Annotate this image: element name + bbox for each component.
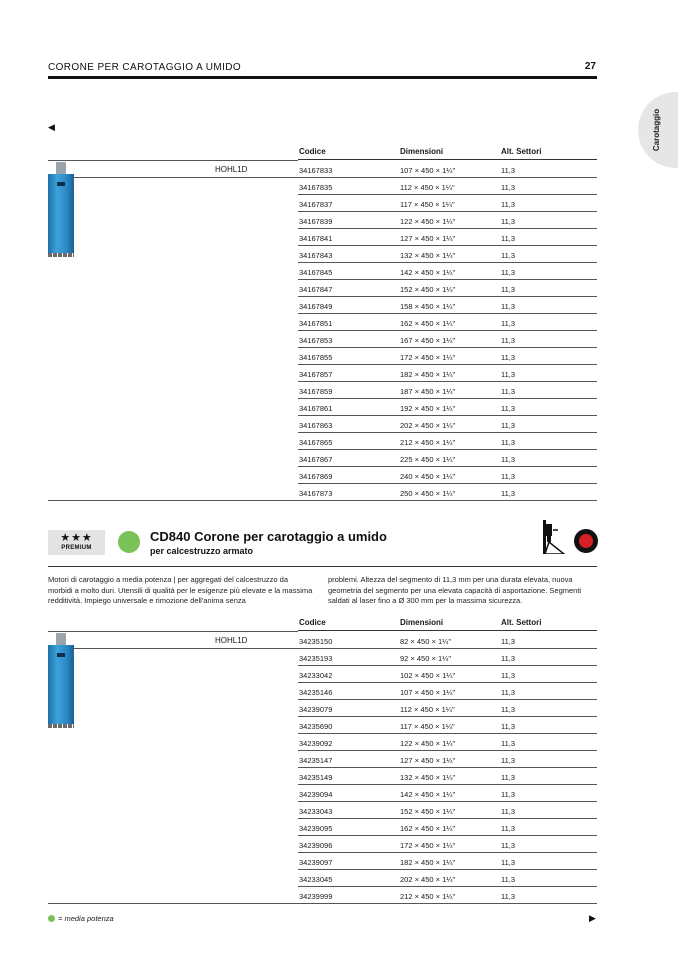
table-row (298, 467, 597, 484)
cell-code: 34167855 (299, 353, 333, 362)
table-row (298, 382, 597, 399)
core-drill-machine-icon (540, 520, 566, 554)
cell-code: 34167847 (299, 285, 333, 294)
cell-segment-height: 11,3 (501, 739, 516, 748)
table-row (298, 853, 597, 870)
cell-dimensions: 202 × 450 × 1¼" (400, 421, 456, 430)
cell-dimensions: 127 × 450 × 1¼" (400, 756, 456, 765)
table-row (298, 331, 597, 348)
legend (48, 914, 114, 923)
cell-code: 34235147 (299, 756, 333, 765)
cell-dimensions: 167 × 450 × 1¼" (400, 336, 456, 345)
cell-code: 34167837 (299, 200, 333, 209)
cell-code: 34239999 (299, 892, 333, 901)
table-row (298, 246, 597, 263)
cell-segment-height: 11,3 (501, 234, 516, 243)
cell-code: 34235149 (299, 773, 333, 782)
cell-dimensions: 142 × 450 × 1¼" (400, 790, 456, 799)
cell-segment-height: 11,3 (501, 858, 516, 867)
cell-segment-height: 11,3 (501, 166, 516, 175)
table-row (298, 819, 597, 836)
header-segment-height: Alt. Settori (501, 618, 542, 627)
cell-dimensions: 102 × 450 × 1¼" (400, 671, 456, 680)
cell-segment-height: 11,3 (501, 654, 516, 663)
header-dimensions: Dimensioni (400, 618, 444, 627)
table-row (298, 348, 597, 365)
cell-dimensions: 182 × 450 × 1¼" (400, 370, 456, 379)
cell-code: 34167873 (299, 489, 333, 498)
cell-dimensions: 112 × 450 × 1¼" (400, 183, 455, 192)
cell-code: 34167867 (299, 455, 333, 464)
cell-segment-height: 11,3 (501, 353, 516, 362)
product-type-label: HOHL1D (215, 165, 248, 174)
cell-dimensions: 158 × 450 × 1¼" (400, 302, 456, 311)
cell-segment-height: 11,3 (501, 472, 516, 481)
core-drill-bit-image (48, 633, 74, 728)
cell-dimensions: 132 × 450 × 1¼" (400, 251, 456, 260)
cell-code: 34167839 (299, 217, 333, 226)
cell-dimensions: 122 × 450 × 1¼" (400, 217, 456, 226)
cell-code: 34167849 (299, 302, 333, 311)
cell-code: 34233043 (299, 807, 333, 816)
cell-segment-height: 11,3 (501, 756, 516, 765)
cell-segment-height: 11,3 (501, 637, 516, 646)
cell-segment-height: 11,3 (501, 268, 516, 277)
cell-code: 34235146 (299, 688, 333, 697)
core-drill-bit-image (48, 162, 74, 257)
table-row (298, 280, 597, 297)
table-header-row (298, 144, 597, 160)
cell-code: 34235150 (299, 637, 333, 646)
header-dimensions: Dimensioni (400, 147, 444, 156)
header-divider (48, 76, 597, 79)
cell-segment-height: 11,3 (501, 688, 516, 697)
cell-segment-height: 11,3 (501, 722, 516, 731)
cell-segment-height: 11,3 (501, 370, 516, 379)
header-code: Codice (299, 618, 326, 627)
cell-dimensions: 152 × 450 × 1¼" (400, 807, 456, 816)
table-row (298, 229, 597, 246)
cell-segment-height: 11,3 (501, 790, 516, 799)
cell-segment-height: 11,3 (501, 875, 516, 884)
cell-code: 34233042 (299, 671, 333, 680)
cell-code: 34167859 (299, 387, 333, 396)
table-row (298, 212, 597, 229)
table-row (298, 700, 597, 717)
cell-dimensions: 142 × 450 × 1¼" (400, 268, 456, 277)
table-row (48, 161, 597, 178)
previous-page-arrow-icon[interactable]: ◀ (48, 122, 55, 132)
cell-code: 34167865 (299, 438, 333, 447)
cell-dimensions: 192 × 450 × 1¼" (400, 404, 456, 413)
cell-code: 34167843 (299, 251, 333, 260)
cell-segment-height: 11,3 (501, 217, 516, 226)
premium-badge (48, 530, 105, 555)
table-row (298, 263, 597, 280)
cell-segment-height: 11,3 (501, 671, 516, 680)
cell-code: 34167833 (299, 166, 333, 175)
cell-dimensions: 172 × 450 × 1¼" (400, 841, 456, 850)
table-row (298, 433, 597, 450)
cell-code: 34167841 (299, 234, 333, 243)
table-row (298, 450, 597, 467)
cell-dimensions: 250 × 450 × 1¼" (400, 489, 456, 498)
cell-dimensions: 162 × 450 × 1¼" (400, 319, 456, 328)
cell-segment-height: 11,3 (501, 824, 516, 833)
page-number: 27 (584, 61, 596, 72)
cell-segment-height: 11,3 (501, 773, 516, 782)
cell-dimensions: 182 × 450 × 1¼" (400, 858, 456, 867)
cell-code: 34239096 (299, 841, 333, 850)
table-row (298, 751, 597, 768)
table-row (298, 365, 597, 382)
cell-segment-height: 11,3 (501, 251, 516, 260)
product-description-right: problemi. Altezza del segmento di 11,3 mm per una durata elevata, nuova geometria del segmento per una elevata capacità di asportazione. Segmenti saldati al laser fino a Ø 300 mm per la massima sicurezza. (328, 575, 582, 605)
cell-dimensions: 202 × 450 × 1¼" (400, 875, 456, 884)
cell-code: 34235690 (299, 722, 333, 731)
table-row (298, 314, 597, 331)
cell-code: 34239079 (299, 705, 333, 714)
cell-code: 34233045 (299, 875, 333, 884)
table-row (298, 649, 597, 666)
cell-code: 34167851 (299, 319, 333, 328)
table-row (298, 734, 597, 751)
product-description-left: Motori di carotaggio a media potenza | per aggregati del calcestruzzo da morbidi a molto duri. Utensili di qualità per le esigenze più elevate e la massima redditività. Impiego universale e rimozione dell'anima senza (48, 575, 313, 605)
product-title: CD840 Corone per carotaggio a umido (150, 529, 387, 544)
cell-dimensions: 112 × 450 × 1¼" (400, 705, 455, 714)
table-row (298, 768, 597, 785)
cell-code: 34167861 (299, 404, 333, 413)
cell-segment-height: 11,3 (501, 705, 516, 714)
medium-power-dot-icon (48, 915, 55, 922)
cell-segment-height: 11,3 (501, 285, 516, 294)
cell-code: 34235193 (299, 654, 333, 663)
cell-segment-height: 11,3 (501, 387, 516, 396)
product-subtitle: per calcestruzzo armato (150, 546, 254, 556)
cell-dimensions: 187 × 450 × 1¼" (400, 387, 456, 396)
cell-code: 34167845 (299, 268, 333, 277)
cell-dimensions: 132 × 450 × 1¼" (400, 773, 456, 782)
table-row (298, 178, 597, 195)
cell-dimensions: 107 × 450 × 1¼" (400, 688, 456, 697)
cell-segment-height: 11,3 (501, 404, 516, 413)
cell-code: 34167835 (299, 183, 333, 192)
medium-power-indicator-icon (118, 531, 140, 553)
cell-segment-height: 11,3 (501, 455, 516, 464)
cell-dimensions: 117 × 450 × 1¼" (400, 722, 455, 731)
cell-dimensions: 162 × 450 × 1¼" (400, 824, 456, 833)
table-row (298, 666, 597, 683)
table-row (298, 399, 597, 416)
cell-code: 34167857 (299, 370, 333, 379)
cell-dimensions: 117 × 450 × 1¼" (400, 200, 455, 209)
product-type-label: HOHL1D (215, 636, 248, 645)
cell-code: 34239097 (299, 858, 333, 867)
cell-dimensions: 212 × 450 × 1¼" (400, 438, 456, 447)
cell-segment-height: 11,3 (501, 892, 516, 901)
cell-segment-height: 11,3 (501, 489, 516, 498)
table-row (298, 870, 597, 887)
cell-code: 34167853 (299, 336, 333, 345)
cell-segment-height: 11,3 (501, 319, 516, 328)
cell-segment-height: 11,3 (501, 183, 516, 192)
cell-dimensions: 225 × 450 × 1¼" (400, 455, 456, 464)
cell-code: 34167863 (299, 421, 333, 430)
cell-code: 34239094 (299, 790, 333, 799)
cell-dimensions: 122 × 450 × 1¼" (400, 739, 456, 748)
header-segment-height: Alt. Settori (501, 147, 542, 156)
table-row (298, 802, 597, 819)
cell-segment-height: 11,3 (501, 336, 516, 345)
table-row (298, 297, 597, 314)
star-rating-icon: ★★★ (60, 532, 93, 544)
cell-dimensions: 152 × 450 × 1¼" (400, 285, 456, 294)
cell-dimensions: 172 × 450 × 1¼" (400, 353, 456, 362)
premium-label: PREMIUM (61, 545, 92, 551)
page-header-title: CORONE PER CAROTAGGIO A UMIDO (48, 62, 242, 73)
cell-dimensions: 82 × 450 × 1¼" (400, 637, 452, 646)
cell-segment-height: 11,3 (501, 807, 516, 816)
reinforced-concrete-icon (574, 529, 598, 553)
table-row (48, 484, 597, 501)
table-row (298, 785, 597, 802)
table-row (298, 683, 597, 700)
cell-segment-height: 11,3 (501, 438, 516, 447)
table-row (298, 416, 597, 433)
next-page-arrow-icon[interactable]: ▶ (589, 913, 596, 923)
table-row (298, 195, 597, 212)
cell-code: 34239092 (299, 739, 333, 748)
cell-dimensions: 127 × 450 × 1¼" (400, 234, 456, 243)
header-code: Codice (299, 147, 326, 156)
legend-text: = media potenza (58, 914, 114, 923)
cell-segment-height: 11,3 (501, 841, 516, 850)
table-header-row (298, 615, 597, 631)
cell-code: 34167869 (299, 472, 333, 481)
table-row (298, 717, 597, 734)
cell-dimensions: 92 × 450 × 1¼" (400, 654, 452, 663)
table-row (48, 887, 597, 904)
cell-segment-height: 11,3 (501, 421, 516, 430)
cell-segment-height: 11,3 (501, 200, 516, 209)
cell-dimensions: 212 × 450 × 1¼" (400, 892, 456, 901)
table-row (48, 632, 597, 649)
cell-dimensions: 107 × 450 × 1¼" (400, 166, 456, 175)
table-row (298, 836, 597, 853)
cell-code: 34239095 (299, 824, 333, 833)
cell-segment-height: 11,3 (501, 302, 516, 311)
side-tab-label: Carotaggio (652, 108, 661, 152)
section-divider (48, 566, 597, 567)
cell-dimensions: 240 × 450 × 1¼" (400, 472, 456, 481)
